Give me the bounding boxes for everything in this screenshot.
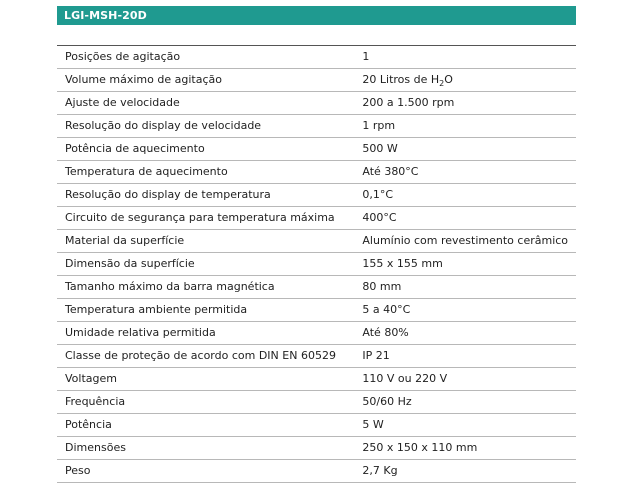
spec-label: Ajuste de velocidade <box>57 92 354 115</box>
spec-label: Voltagem <box>57 368 354 391</box>
spec-label: Tamanho máximo da barra magnética <box>57 276 354 299</box>
spec-value: 50/60 Hz <box>354 391 576 414</box>
spec-value: 155 x 155 mm <box>354 253 576 276</box>
spec-value: IP 21 <box>354 345 576 368</box>
spec-label: Umidade relativa permitida <box>57 322 354 345</box>
spec-value: 5 a 40°C <box>354 299 576 322</box>
spec-value: 1 rpm <box>354 115 576 138</box>
table-row <box>57 184 576 207</box>
spec-value: 200 a 1.500 rpm <box>354 92 576 115</box>
table-row <box>57 92 576 115</box>
spec-value: 250 x 150 x 110 mm <box>354 437 576 460</box>
spec-value-text: O <box>444 73 453 86</box>
spec-value: 5 W <box>354 414 576 437</box>
table-row <box>57 437 576 460</box>
table-row <box>57 207 576 230</box>
table-row <box>57 414 576 437</box>
spec-label: Posições de agitação <box>57 46 354 69</box>
spec-value: 110 V ou 220 V <box>354 368 576 391</box>
spec-value: Até 80% <box>354 322 576 345</box>
spec-value-text: 20 Litros de H <box>362 73 440 86</box>
table-row <box>57 391 576 414</box>
spec-label: Frequência <box>57 391 354 414</box>
spec-value: 80 mm <box>354 276 576 299</box>
spec-value-subscript: 2 <box>439 79 445 89</box>
spec-label: Potência de aquecimento <box>57 138 354 161</box>
spec-value <box>354 69 576 92</box>
table-row <box>57 138 576 161</box>
table-row <box>57 322 576 345</box>
spec-label: Peso <box>57 460 354 483</box>
table-row <box>57 276 576 299</box>
spec-value: 400°C <box>354 207 576 230</box>
table-row <box>57 345 576 368</box>
table-row <box>57 46 576 69</box>
spec-label: Temperatura de aquecimento <box>57 161 354 184</box>
table-row <box>57 253 576 276</box>
spec-label: Dimensões <box>57 437 354 460</box>
table-row <box>57 115 576 138</box>
spec-value: 1 <box>354 46 576 69</box>
table-row <box>57 299 576 322</box>
spec-label: Temperatura ambiente permitida <box>57 299 354 322</box>
spec-label: Circuito de segurança para temperatura máxima <box>57 207 354 230</box>
product-title: LGI-MSH-20D <box>64 9 147 22</box>
spec-label: Volume máximo de agitação <box>57 69 354 92</box>
spec-value: 500 W <box>354 138 576 161</box>
spec-value: Até 380°C <box>354 161 576 184</box>
spec-value: 2,7 Kg <box>354 460 576 483</box>
spec-label: Potência <box>57 414 354 437</box>
table-row <box>57 69 576 92</box>
spec-label: Dimensão da superfície <box>57 253 354 276</box>
spec-value: Alumínio com revestimento cerâmico <box>354 230 576 253</box>
spec-value: 0,1°C <box>354 184 576 207</box>
spec-table <box>57 45 576 483</box>
table-row <box>57 230 576 253</box>
spec-label: Resolução do display de velocidade <box>57 115 354 138</box>
table-row <box>57 161 576 184</box>
spec-label: Classe de proteção de acordo com DIN EN 60529 <box>57 345 354 368</box>
product-header <box>57 6 576 25</box>
spec-label: Resolução do display de temperatura <box>57 184 354 207</box>
table-row <box>57 368 576 391</box>
spec-label: Material da superfície <box>57 230 354 253</box>
table-row <box>57 460 576 483</box>
